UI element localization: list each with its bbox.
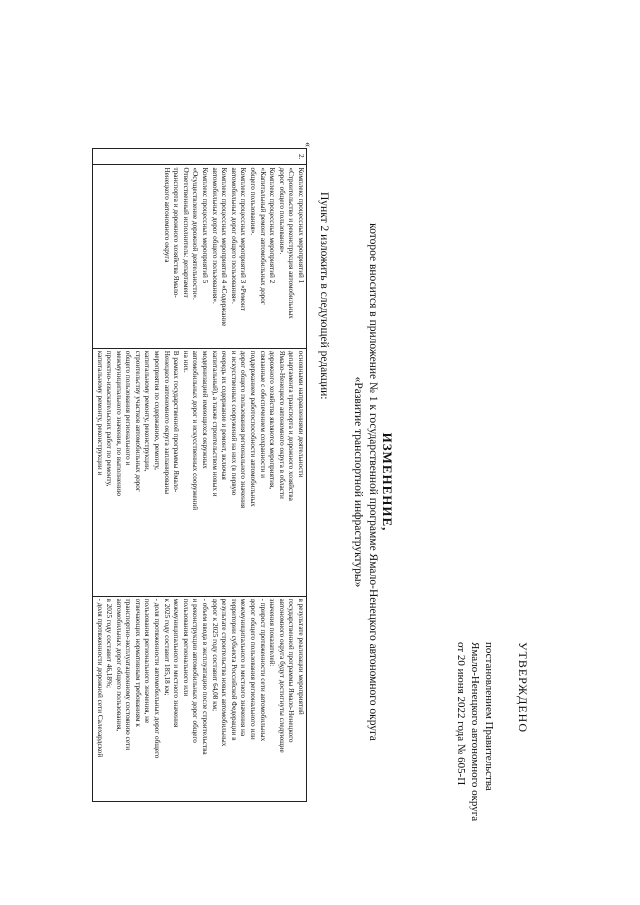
cell-line: дорожного хозяйства являются мероприятия, — [268, 350, 277, 490]
cell-line: автомобильных дорог и искусственных сооружений — [191, 350, 200, 511]
cell-line: строительству участков автомобильных дорог — [133, 350, 142, 492]
cell-line: капитальный), а также строительством новых и — [210, 350, 219, 497]
cell-line: «Строительство и реконструкция автомобильных — [287, 167, 296, 319]
cell-line: модернизацией имеющихся окружных — [201, 350, 210, 469]
cell-line: Ямало-Ненецкого автономного округа в области — [277, 350, 286, 499]
cell-line: в результате реализации мероприятий — [297, 598, 305, 715]
cell-line: автомобильных дорог общего пользования». — [229, 167, 238, 304]
cell-line: Ответственный исполнитель: департамент — [181, 167, 190, 298]
cell-line: Комплекс процессных мероприятий 1 — [297, 167, 305, 284]
cell-line: - доля протяженности дорожной сети Салехардской — [95, 598, 104, 758]
cell-line: транспорта и дорожного хозяйства Ямало- — [172, 167, 181, 298]
rotated-document-page — [95, 52, 545, 852]
cell-line: значения показателей: — [268, 598, 277, 667]
cell-line: - объем ввода в эксплуатацию после строительства — [201, 598, 210, 755]
title-line: которое вносится в приложение № 1 к государственной программе Ямало-Ненецкого автономного округа — [367, 223, 379, 741]
cell-line: Комплекс процессных мероприятий 3 «Ремонт — [239, 167, 248, 311]
title-heading: ИЗМЕНЕНИЕ, — [380, 432, 395, 532]
cell-line: общего пользования». — [249, 167, 258, 236]
cell-line: В рамках государственной программы Ямало- — [172, 350, 181, 493]
approval-line: Ямало-Ненецкого автономного округа — [469, 642, 481, 822]
quote-marker: « — [302, 142, 313, 147]
cell-line: - доля протяженности автомобильных дорог общего — [153, 598, 162, 759]
cell-line: дорог общего пользования регионального или — [249, 598, 258, 740]
row-number: 2. — [92, 149, 306, 165]
approval-stamp — [454, 642, 530, 852]
cell-line: и искусственных сооружений на них (в первую — [229, 350, 238, 496]
cell-line: пользования регионального значения, не — [143, 598, 152, 724]
cell-line: результате строительства новых автомобильных — [220, 598, 229, 747]
approval-line: постановлением Правительства — [483, 642, 495, 791]
description-cell — [92, 348, 306, 596]
cell-line: Комплекс процессных мероприятий 4 «Содержание — [220, 167, 229, 327]
cell-line: дорог к 2025 году составит 64,08 км; — [210, 598, 219, 712]
table-row — [92, 149, 306, 802]
cell-line: в 2025 году составит 46,18%; — [105, 598, 114, 688]
cell-line: проектно-изыскательских работ по ремонту, — [105, 350, 114, 487]
cell-line: Ненецкого автономного округа — [162, 167, 171, 263]
intro-text: Пункт 2 изложить в следующей редакции: — [318, 192, 330, 400]
cell-line: очередь их содержание и ремонт, включая — [220, 350, 229, 480]
cell-line: дорог общего пользования регионального значения — [239, 350, 248, 509]
cell-line: «Осуществление дорожной деятельности». — [191, 167, 200, 300]
cell-line: и реконструкции автомобильных дорог общего — [191, 598, 200, 743]
cell-line: дорог общего пользования». — [277, 167, 286, 255]
cell-line: транспортно-эксплуатационному состоянию сети — [124, 598, 133, 751]
cell-line: поддержанием работоспособности автомобильных — [249, 350, 258, 507]
amendment-table — [92, 148, 307, 802]
cell-line: на них. — [181, 350, 190, 373]
cell-line: Комплекс процессных мероприятий 2 — [268, 167, 277, 284]
cell-line: к 2025 году составит 185,18 км; — [162, 598, 171, 696]
cell-line: Комплекс процессных мероприятий 5 — [201, 167, 210, 284]
cell-line: общего пользования регионального и — [124, 350, 133, 466]
cell-line: межмуниципального значения, по выполнению — [114, 350, 123, 497]
approval-line: от 20 июня 2022 года № 605-П — [455, 642, 467, 786]
cell-line: департамента транспорта и дорожного хозяйства — [287, 350, 296, 501]
cell-line: межмуниципального и местного значения на — [239, 598, 248, 737]
document-title — [350, 202, 395, 762]
cell-line: мероприятия по содержанию, ремонту, — [153, 350, 162, 470]
cell-line: - прирост протяженности сети автомобильных — [258, 598, 267, 742]
cell-line: автомобильных дорог общего пользования, — [114, 598, 123, 732]
title-line: «Развитие транспортной инфраструктуры» — [352, 376, 364, 588]
cell-line: государственной программы Ямало-Ненецкого — [287, 598, 296, 743]
cell-line: пользования регионального или — [181, 598, 190, 697]
indicators-cell — [92, 596, 306, 802]
cell-line: капитальному ремонту, реконструкции и — [95, 350, 104, 476]
cell-line: отвечающих нормативным требованиям к — [133, 598, 142, 727]
cell-line: автономного округа будут достигнуты следующие — [277, 598, 286, 753]
cell-line: Ненецкого автономного округа запланированы — [162, 350, 171, 495]
cell-line: межмуниципального и местного значения — [172, 598, 181, 728]
cell-line: связанные с обеспечением сохранности и — [258, 350, 267, 478]
approval-heading: УТВЕРЖДЕНО — [516, 642, 530, 734]
cell-line: основными направлениями деятельности — [297, 350, 305, 478]
cell-line: капитальному ремонту, реконструкции, — [143, 350, 152, 472]
cell-line: «Капитальный ремонт автомобильных дорог — [258, 167, 267, 305]
cell-line: территории субъекта Российской Федерации в — [229, 598, 238, 741]
cell-line: автомобильных дорог общего пользования». — [210, 167, 219, 304]
measures-cell — [92, 165, 306, 348]
